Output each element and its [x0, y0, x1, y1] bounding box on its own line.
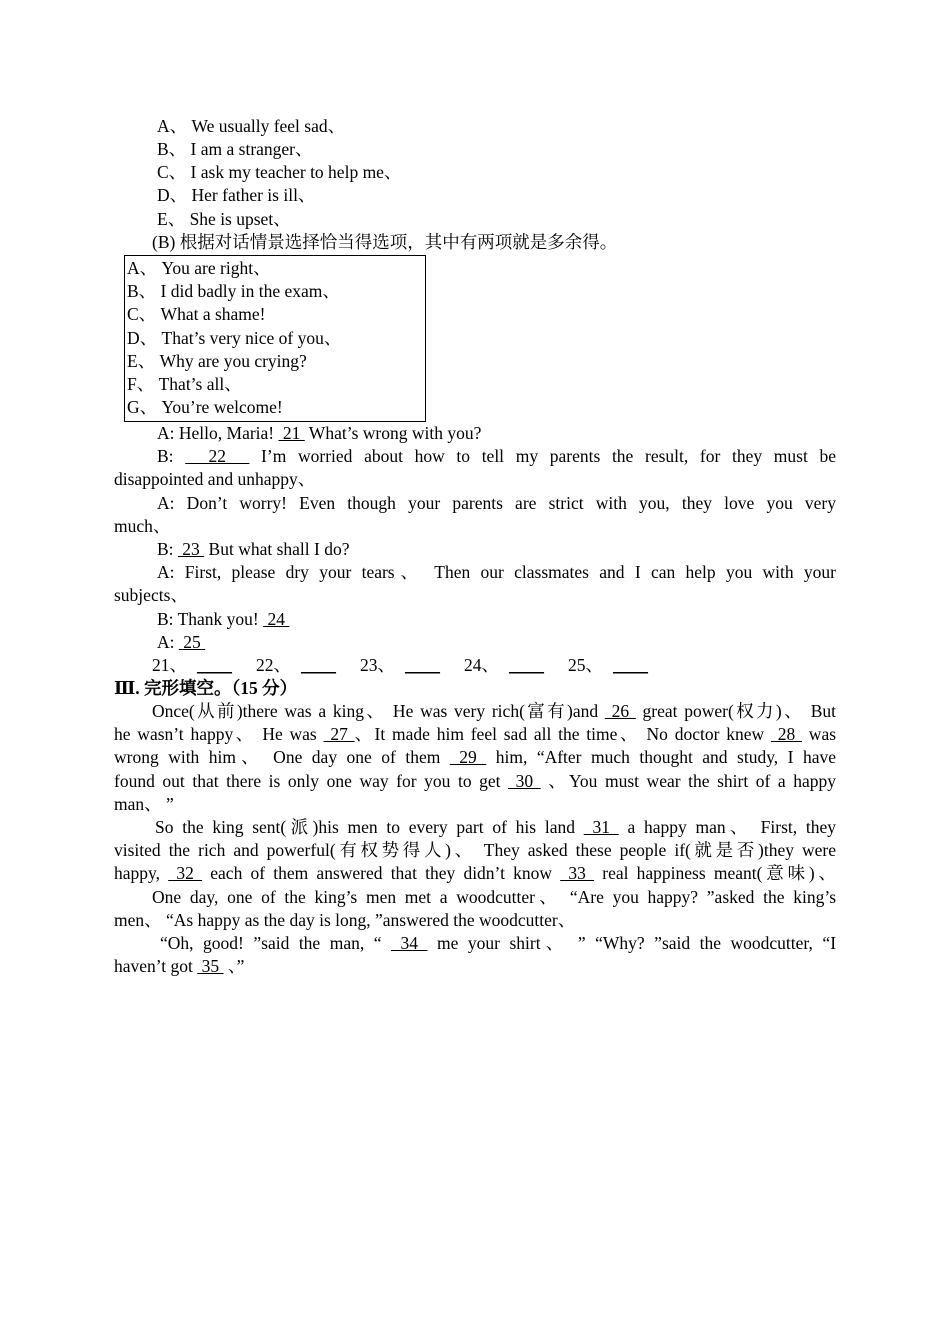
box-option-c: C、 What a shame! [127, 304, 266, 324]
blank-25: 25 [178, 632, 206, 652]
cloze-blank-32: 32 [168, 863, 203, 883]
cloze-text: found out that there is only one way for you to get [114, 771, 509, 791]
dialogue-line: A: Don’t worry! Even though your parents are strict with you, they love you very [157, 493, 836, 513]
dialogue-line: much、 [114, 516, 171, 536]
cloze-text: haven’t got [114, 956, 198, 976]
blank-21: 21 [278, 423, 305, 443]
answer-blank-25: ____ [613, 655, 648, 675]
cloze-text: real happiness meant(意味)、 [594, 863, 837, 883]
cloze-line [114, 746, 836, 769]
cloze-text: each of them answered that they didn’t know [202, 863, 561, 883]
dialogue-line [157, 631, 205, 654]
cloze-text: he wasn’t happy、 He was [114, 724, 324, 744]
answer-label-24: 24、 [464, 655, 499, 675]
cloze-line [160, 932, 836, 955]
cloze-text: wrong with him、 One day one of them [114, 747, 450, 767]
cloze-text: man、 ” [114, 794, 174, 814]
dialogue-text: What’s wrong with you? [304, 423, 482, 443]
dialogue-text: B: [157, 539, 178, 559]
cloze-text: visited the rich and powerful(有权势得人)、 They asked these people if(就是否)they were [114, 840, 836, 860]
cloze-line [114, 839, 836, 862]
cloze-text: men、 “As happy as the day is long, ”answered the woodcutter、 [114, 910, 576, 930]
blank-23: 23 [177, 539, 205, 559]
answer-label-23: 23、 [360, 655, 395, 675]
answer-blank-24: ____ [509, 655, 544, 675]
cloze-text: 、It made him feel sad all the time、 No doctor knew [354, 724, 771, 744]
blank-24: 24 [263, 609, 290, 629]
options-box [124, 255, 426, 422]
cloze-text: Once(从前)there was a king、 He was very rich(富有)and [152, 701, 605, 721]
cloze-text: me your shirt、 ” “Why? ”said the woodcutter, “I [427, 933, 837, 953]
dialogue-text: I’m worried about how to tell my parents the result, for they must be [249, 446, 836, 466]
cloze-blank-35: 35 [197, 956, 224, 976]
dialogue-text: B: Thank you! [157, 609, 264, 629]
box-option-e: E、 Why are you crying? [127, 351, 307, 371]
dialogue-line: A: First, please dry your tears、 Then our classmates and I can help you with your [157, 562, 836, 582]
box-option-b: B、 I did badly in the exam、 [127, 281, 340, 301]
cloze-text: happy, [114, 863, 169, 883]
answer-blank-22: ____ [301, 655, 336, 675]
cloze-line [155, 816, 836, 839]
box-option-d: D、 That’s very nice of you、 [127, 328, 342, 348]
cloze-blank-28: 28 [770, 724, 803, 744]
dialogue-line [157, 538, 350, 561]
cloze-blank-29: 29 [449, 747, 487, 767]
cloze-text: 、You must wear the shirt of a happy [540, 771, 837, 791]
cloze-line [152, 700, 836, 723]
dialogue-line [157, 422, 481, 445]
cloze-blank-31: 31 [583, 817, 619, 837]
answer-blank-23: ____ [405, 655, 440, 675]
option-a-1: A、 We usually feel sad、 [157, 116, 346, 136]
option-a-4: D、 Her father is ill、 [157, 185, 316, 205]
cloze-text: So the king sent(派)his men to every part of his land [155, 817, 584, 837]
box-option-g: G、 You’re welcome! [127, 397, 283, 417]
dialogue-line: disappointed and unhappy、 [114, 469, 316, 489]
answer-label-21: 21、 [152, 655, 187, 675]
cloze-text: a happy man、 First, they [618, 817, 837, 837]
section-b-instruction: (B) 根据对话情景选择恰当得选项，其中有两项就是多余得。 [152, 232, 618, 252]
answer-row [152, 654, 648, 677]
option-a-3: C、 I ask my teacher to help me、 [157, 162, 402, 182]
cloze-text: great power(权力)、 But [635, 701, 836, 721]
dialogue-text: A: [157, 632, 179, 652]
cloze-blank-26: 26 [604, 701, 636, 721]
dialogue-text: B: [157, 446, 186, 466]
cloze-text: 、” [223, 956, 245, 976]
dialogue-text: A: Hello, Maria! [157, 423, 279, 443]
cloze-text: One day, one of the king’s men met a woodcutter、 “Are you happy? ”asked the king’s [152, 887, 836, 907]
dialogue-line [157, 608, 289, 631]
cloze-blank-30: 30 [508, 771, 541, 791]
cloze-line [114, 770, 836, 793]
cloze-text: him, “After much thought and study, I have [486, 747, 836, 767]
cloze-line [114, 862, 836, 885]
cloze-line [114, 793, 174, 816]
section-3-title: Ⅲ. 完形填空。（15 分） [114, 678, 298, 698]
cloze-line [152, 886, 836, 909]
dialogue-line [157, 445, 836, 468]
dialogue-text: But what shall I do? [204, 539, 350, 559]
cloze-line [114, 909, 575, 932]
cloze-line [114, 723, 836, 746]
box-option-a: A、 You are right、 [127, 258, 271, 278]
cloze-text: “Oh, good! ”said the man, “ [160, 933, 391, 953]
answer-blank-21: ____ [197, 655, 232, 675]
option-a-2: B、 I am a stranger、 [157, 139, 313, 159]
cloze-text: was [802, 724, 837, 744]
cloze-blank-34: 34 [391, 933, 428, 953]
answer-label-25: 25、 [568, 655, 603, 675]
answer-label-22: 22、 [256, 655, 291, 675]
cloze-blank-33: 33 [560, 863, 595, 883]
option-a-5: E、 She is upset、 [157, 209, 291, 229]
dialogue-line: subjects、 [114, 585, 188, 605]
box-option-f: F、 That’s all、 [127, 374, 242, 394]
cloze-blank-27: 27 [323, 724, 355, 744]
blank-22: 22 [185, 446, 250, 466]
cloze-line [114, 955, 244, 978]
